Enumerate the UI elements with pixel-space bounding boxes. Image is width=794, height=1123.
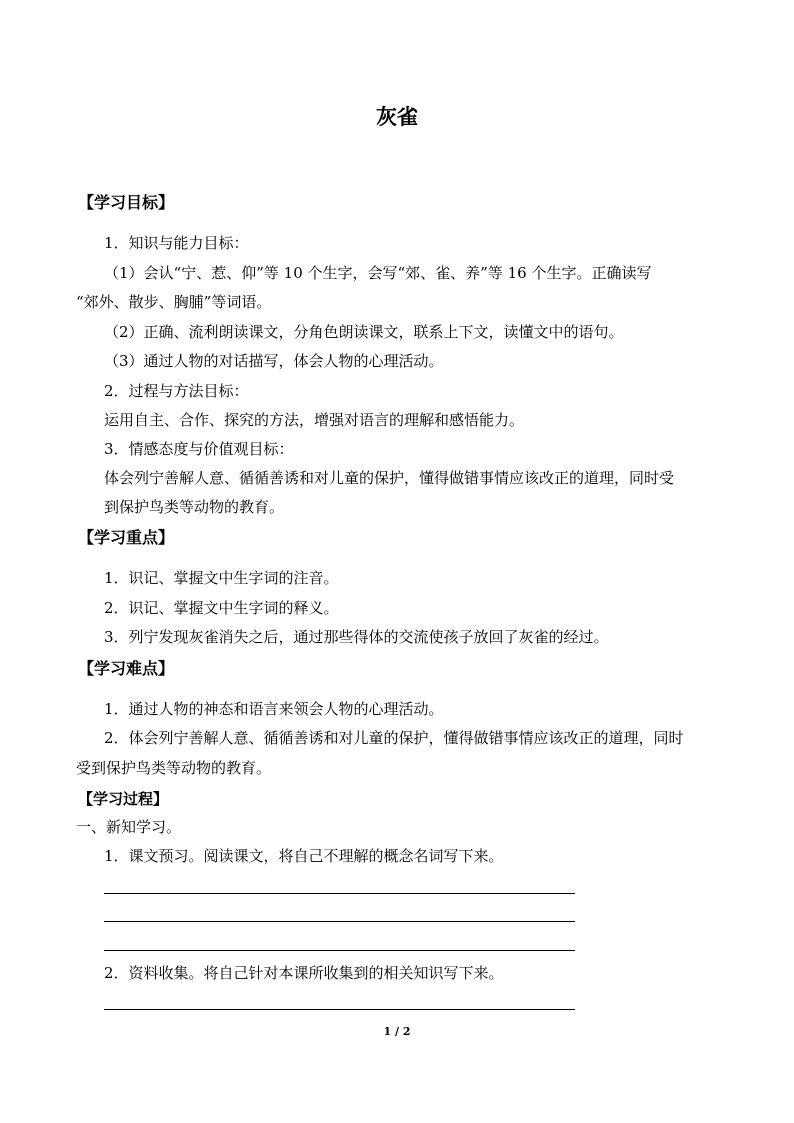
process-part-1: 一、新知学习。 xyxy=(76,818,182,836)
objectives-item-1-sub-1-line-1: （1）会认“宁、惹、仰”等 10 个生字，会写“郊、雀、养”等 16 个生字。正确读写 xyxy=(104,264,652,282)
objectives-item-3-text-line-1: 体会列宁善解人意、循循善诱和对儿童的保护，懂得做错事情应该改正的道理，同时受 xyxy=(104,469,675,487)
difficulties-heading: 【学习难点】 xyxy=(78,659,175,678)
objectives-item-1-sub-3: （3）通过人物的对话描写，体会人物的心理活动。 xyxy=(104,352,444,370)
answer-line-3[interactable] xyxy=(104,950,575,951)
document-title: 灰雀 xyxy=(376,104,418,129)
difficulties-item-1: 1．通过人物的神态和语言来领会人物的心理活动。 xyxy=(104,700,444,718)
page-number: 1 / 2 xyxy=(383,1025,411,1038)
objectives-item-2-text: 运用自主、合作、探究的方法，增强对语言的理解和感悟能力。 xyxy=(104,411,525,429)
key-points-item-1: 1．识记、掌握文中生字词的注音。 xyxy=(104,569,339,587)
difficulties-item-2-line-1: 2．体会列宁善解人意、循循善诱和对儿童的保护，懂得做错事情应该改正的道理，同时 xyxy=(104,729,684,747)
process-task-2: 2．资料收集。将自己针对本课所收集到的相关知识写下来。 xyxy=(104,964,504,982)
answer-line-2[interactable] xyxy=(104,921,575,922)
objectives-item-3: 3．情感态度与价值观目标： xyxy=(104,440,294,458)
objectives-item-1: 1．知识与能力目标： xyxy=(104,234,249,252)
objectives-item-3-text-line-2: 到保护鸟类等动物的教育。 xyxy=(104,498,285,516)
process-task-1: 1．课文预习。阅读课文，将自己不理解的概念名词写下来。 xyxy=(104,847,504,865)
objectives-heading: 【学习目标】 xyxy=(78,193,175,212)
process-heading: 【学习过程】 xyxy=(78,790,169,808)
objectives-item-2: 2．过程与方法目标： xyxy=(104,382,249,400)
objectives-item-1-sub-2: （2）正确、流利朗读课文，分角色朗读课文，联系上下文，读懂文中的语句。 xyxy=(104,323,624,341)
key-points-item-3: 3．列宁发现灰雀消失之后，通过那些得体的交流使孩子放回了灰雀的经过。 xyxy=(104,628,609,646)
key-points-item-2: 2．识记、掌握文中生字词的释义。 xyxy=(104,599,339,617)
difficulties-item-2-line-2: 受到保护鸟类等动物的教育。 xyxy=(76,759,272,777)
key-points-heading: 【学习重点】 xyxy=(78,528,175,547)
answer-line-4[interactable] xyxy=(104,1009,575,1010)
answer-line-1[interactable] xyxy=(104,893,575,894)
objectives-item-1-sub-1-line-2: “郊外、散步、胸脯”等词语。 xyxy=(76,293,272,311)
